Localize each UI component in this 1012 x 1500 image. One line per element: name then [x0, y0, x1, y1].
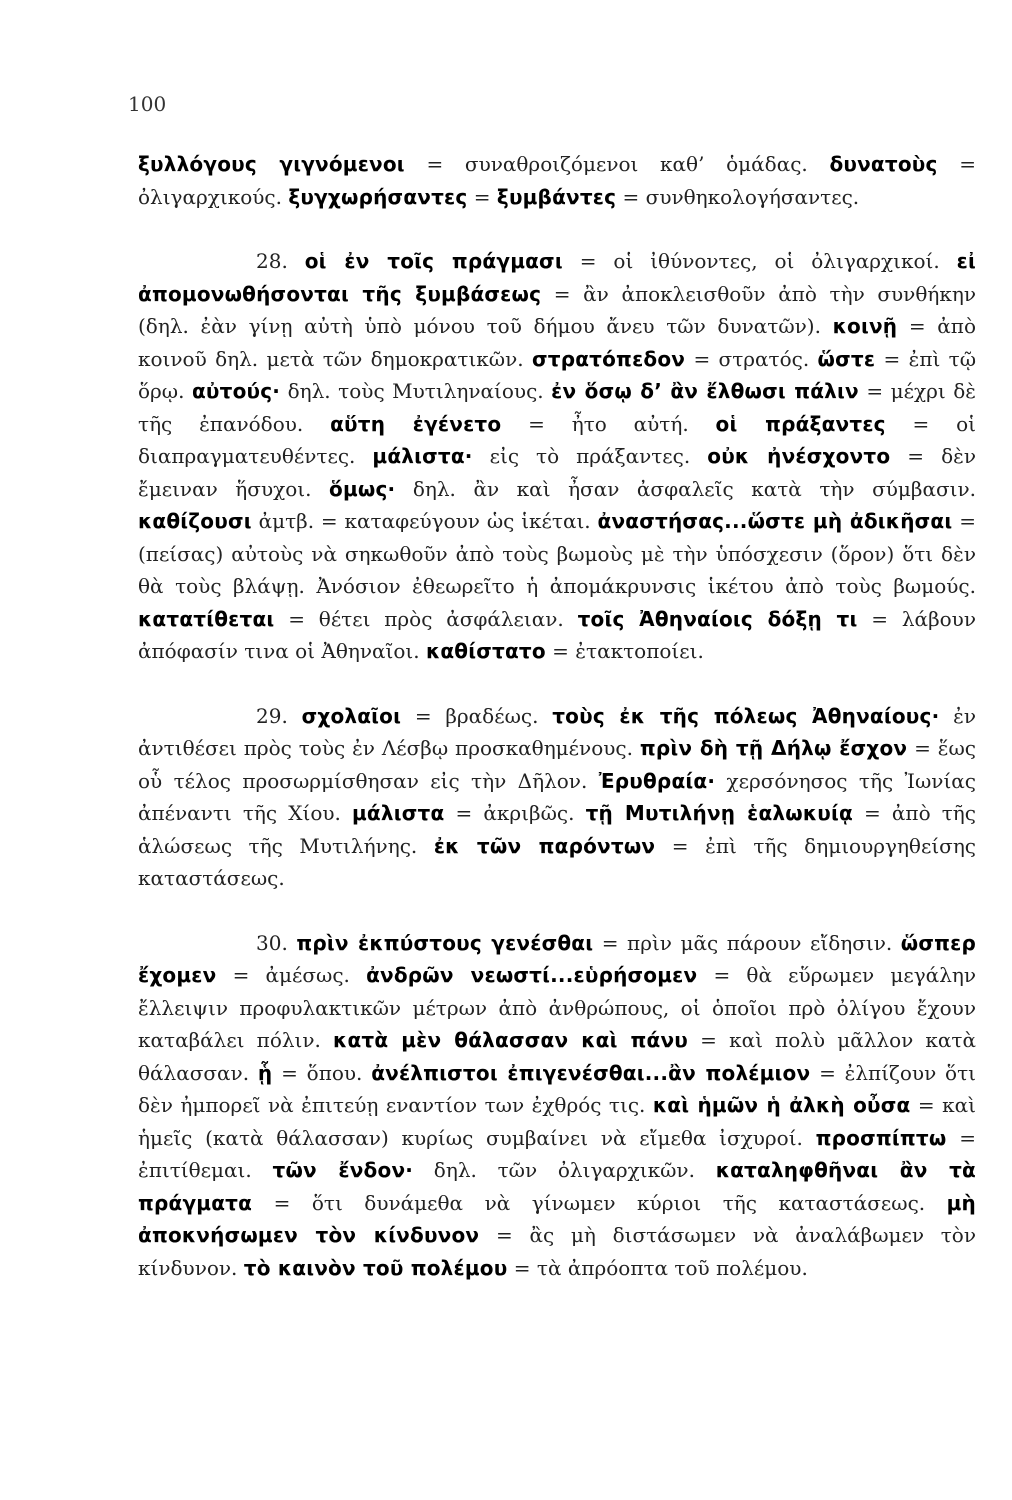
gloss: 28.: [256, 249, 305, 273]
lemma: ὥσπερ ἔχομεν: [138, 930, 976, 987]
lemma: μάλιστα·: [372, 444, 473, 468]
gloss: = θέτει πρὸς ἀσφάλειαν.: [274, 606, 578, 631]
gloss: ἀμτβ. = καταφεύγουν ὡς ἱκέται.: [251, 509, 598, 533]
gloss: = θὰ εὕρωμεν μεγάλην ἔλλειψιν προφυλακτικῶν μέτρων ἀπὸ ἀνθρώπους, οἱ ὁποῖοι πρὸ ὀλίγου ἔχουν καταβάλει πόλιν.: [138, 963, 977, 1052]
gloss: = λάβουν ἀπόφασίν τινα οἱ Ἀθηναῖοι.: [138, 606, 976, 663]
lemma: καὶ ἡμῶν ἡ ἀλκὴ οὖσα: [652, 1093, 911, 1117]
gloss: = ὀλιγαρχικούς.: [138, 152, 976, 209]
gloss: = ἀπὸ τῆς ἁλώσεως τῆς Μυτιλήνης.: [138, 801, 976, 858]
gloss: =: [467, 184, 497, 209]
lemma: προσπίπτω: [815, 1125, 947, 1150]
gloss: = οἱ διαπραγματευθέντες.: [138, 411, 976, 468]
gloss: χερσόνησος τῆς Ἰωνίας ἀπέναντι τῆς Χίου.: [138, 768, 976, 825]
lemma: τὸ καινὸν τοῦ πολέμου: [243, 1255, 508, 1280]
gloss: = τὰ ἀπρόοπτα τοῦ πολέμου.: [507, 1255, 808, 1280]
lemma: οἱ πράξαντες: [715, 411, 886, 436]
gloss: = ἐπὶ τῷ ὅρῳ.: [138, 346, 976, 403]
gloss: = ἀμέσως.: [216, 963, 367, 987]
lemma: πρὶν ἐκπύστους γενέσθαι: [296, 930, 594, 955]
lemma: σχολαῖοι: [301, 703, 402, 728]
gloss: = πρὶν μᾶς πάρουν εἴδησιν.: [593, 930, 901, 955]
gloss: = ἐπὶ τῆς δημιουργηθείσης καταστάσεως.: [138, 833, 977, 890]
lemma: μάλιστα: [352, 801, 445, 825]
lemma: ἀνδρῶν νεωστί...εὑρήσομεν: [366, 963, 698, 987]
gloss: = συνθηκολογήσαντες.: [616, 184, 860, 209]
gloss: = (πείσας) αὐτοὺς νὰ σηκωθοῦν ἀπὸ τοὺς βωμοὺς μὲ τὴν ὑπόσχεσιν (ὅρον) ὅτι δὲν θὰ τοὺς βλάψῃ. Ἀνόσιον ἐθεωρεῖτο ἡ ἀπομάκρυνσις ἱκέτου ἀπὸ τοὺς βωμούς.: [138, 509, 976, 598]
gloss: = οἱ ἰθύνοντες, οἱ ὀλιγαρχικοί.: [562, 249, 957, 273]
lemma: καταληφθῆναι ἂν τὰ πράγματα: [138, 1158, 976, 1215]
commentary-text: [138, 148, 976, 1284]
lemma: ἐκ τῶν παρόντων: [433, 833, 656, 858]
gloss: = ὅπου.: [272, 1060, 372, 1085]
lemma: ᾗ: [257, 1060, 273, 1085]
lemma: στρατόπεδον: [531, 346, 686, 371]
lemma: ἐν ὅσῳ δ’ ἂν ἔλθωσι πάλιν: [551, 379, 859, 403]
gloss: ἐν ἀντιθέσει πρὸς τοὺς ἐν Λέσβῳ προσκαθημένους.: [138, 703, 977, 760]
lemma: οὐκ ἠνέσχοντο: [707, 444, 891, 468]
lemma: τῇ Μυτιλήνῃ ἑαλωκυίᾳ: [585, 801, 853, 825]
gloss: = ἕως οὗ τέλος προσωρμίσθησαν εἰς τὴν Δῆλον.: [138, 736, 976, 793]
gloss: = ἦτο αὐτή.: [501, 411, 716, 436]
gloss: = μέχρι δὲ τῆς ἐπανόδου.: [138, 379, 977, 436]
gloss: = ἂν ἀποκλεισθοῦν ἀπὸ τὴν συνθήκην (δηλ. ἐὰν γίνῃ αὐτὴ ὑπὸ μόνου τοῦ δήμου ἄνευ τῶν δυνατῶν).: [138, 281, 977, 338]
gloss: εἰς τὸ πράξαντες.: [472, 444, 708, 468]
gloss: = ἐτακτοποίει.: [545, 639, 704, 663]
gloss: = ἂς μὴ διστάσωμεν νὰ ἀναλάβωμεν τὸν κίνδυνον.: [138, 1223, 977, 1280]
commentary-paragraph-28: [138, 245, 976, 668]
gloss: = καὶ πολὺ μᾶλλον κατὰ θάλασσαν.: [138, 1028, 977, 1085]
lemma: αὕτη ἐγένετο: [330, 411, 502, 436]
lemma: ὅμως·: [329, 476, 396, 501]
gloss: δηλ. τοὺς Μυτιληναίους.: [280, 379, 552, 403]
lemma: πρὶν δὴ τῇ Δήλῳ ἔσχον: [639, 736, 908, 760]
gloss: 29.: [256, 703, 302, 728]
lemma: ὥστε: [817, 346, 876, 371]
lemma: ξυγχωρήσαντες: [288, 184, 468, 209]
lemma: ἀναστήσας...ὥστε μὴ ἀδικῆσαι: [597, 509, 953, 533]
lemma: καθίστατο: [425, 639, 546, 663]
lemma: αὐτούς·: [191, 379, 281, 403]
gloss: = ἀκριβῶς.: [444, 801, 586, 825]
lemma: κατὰ μὲν θάλασσαν καὶ πάνυ: [333, 1028, 689, 1052]
gloss: = βραδέως.: [401, 703, 553, 728]
lemma: μὴ ἀποκνήσωμεν τὸν κίνδυνον: [138, 1190, 976, 1247]
lemma: ξυλλόγους γιγνόμενοι: [138, 152, 405, 176]
gloss: = ὅτι δυνάμεθα νὰ γίνωμεν κύριοι τῆς καταστάσεως.: [252, 1190, 947, 1215]
gloss: = δὲν ἔμειναν ἥσυχοι.: [138, 444, 977, 501]
lemma: κατατίθεται: [138, 606, 275, 631]
lemma: ξυμβάντες: [496, 184, 617, 209]
gloss: = στρατός.: [685, 346, 818, 371]
page-number: 100: [128, 92, 167, 116]
lemma: καθίζουσι: [138, 509, 252, 533]
lemma: εἰ ἀπομονωθήσονται τῆς ξυμβάσεως: [138, 249, 976, 306]
lemma: τῶν ἔνδον·: [272, 1158, 414, 1182]
lemma: τοῖς Ἀθηναίοις δόξῃ τι: [577, 606, 858, 631]
lemma: Ἐρυθραία·: [598, 768, 716, 793]
commentary-paragraph-29: [138, 700, 976, 895]
lemma: οἱ ἐν τοῖς πράγμασι: [304, 249, 563, 273]
lemma: τοὺς ἐκ τῆς πόλεως Ἀθηναίους·: [552, 703, 940, 728]
gloss: 30.: [256, 930, 297, 955]
gloss: = καὶ ἡμεῖς (κατὰ θάλασσαν) κυρίως συμβαίνει νὰ εἴμεθα ἰσχυροί.: [138, 1093, 976, 1150]
gloss: = συναθροιζόμενοι καθ’ ὁμάδας.: [404, 152, 830, 176]
lemma: δυνατοὺς: [829, 152, 938, 176]
commentary-paragraph-30: [138, 927, 976, 1285]
gloss: = ἐπιτίθεμαι.: [138, 1125, 976, 1182]
gloss: = ἐλπίζουν ὅτι δὲν ἠμπορεῖ νὰ ἐπιτεύῃ εναντίον των ἐχθρός τις.: [138, 1060, 976, 1117]
gloss: = ἀπὸ κοινοῦ δηλ. μετὰ τῶν δημοκρατικῶν.: [138, 314, 976, 371]
lemma: ἀνέλπιστοι ἐπιγενέσθαι...ἂν πολέμιον: [371, 1060, 811, 1085]
gloss: δηλ. ἂν καὶ ἦσαν ἀσφαλεῖς κατὰ τὴν σύμβασιν.: [395, 476, 976, 501]
commentary-paragraph-continued: [138, 148, 976, 213]
lemma: κοινῇ: [832, 314, 898, 338]
gloss: δηλ. τῶν ὀλιγαρχικῶν.: [413, 1158, 716, 1182]
